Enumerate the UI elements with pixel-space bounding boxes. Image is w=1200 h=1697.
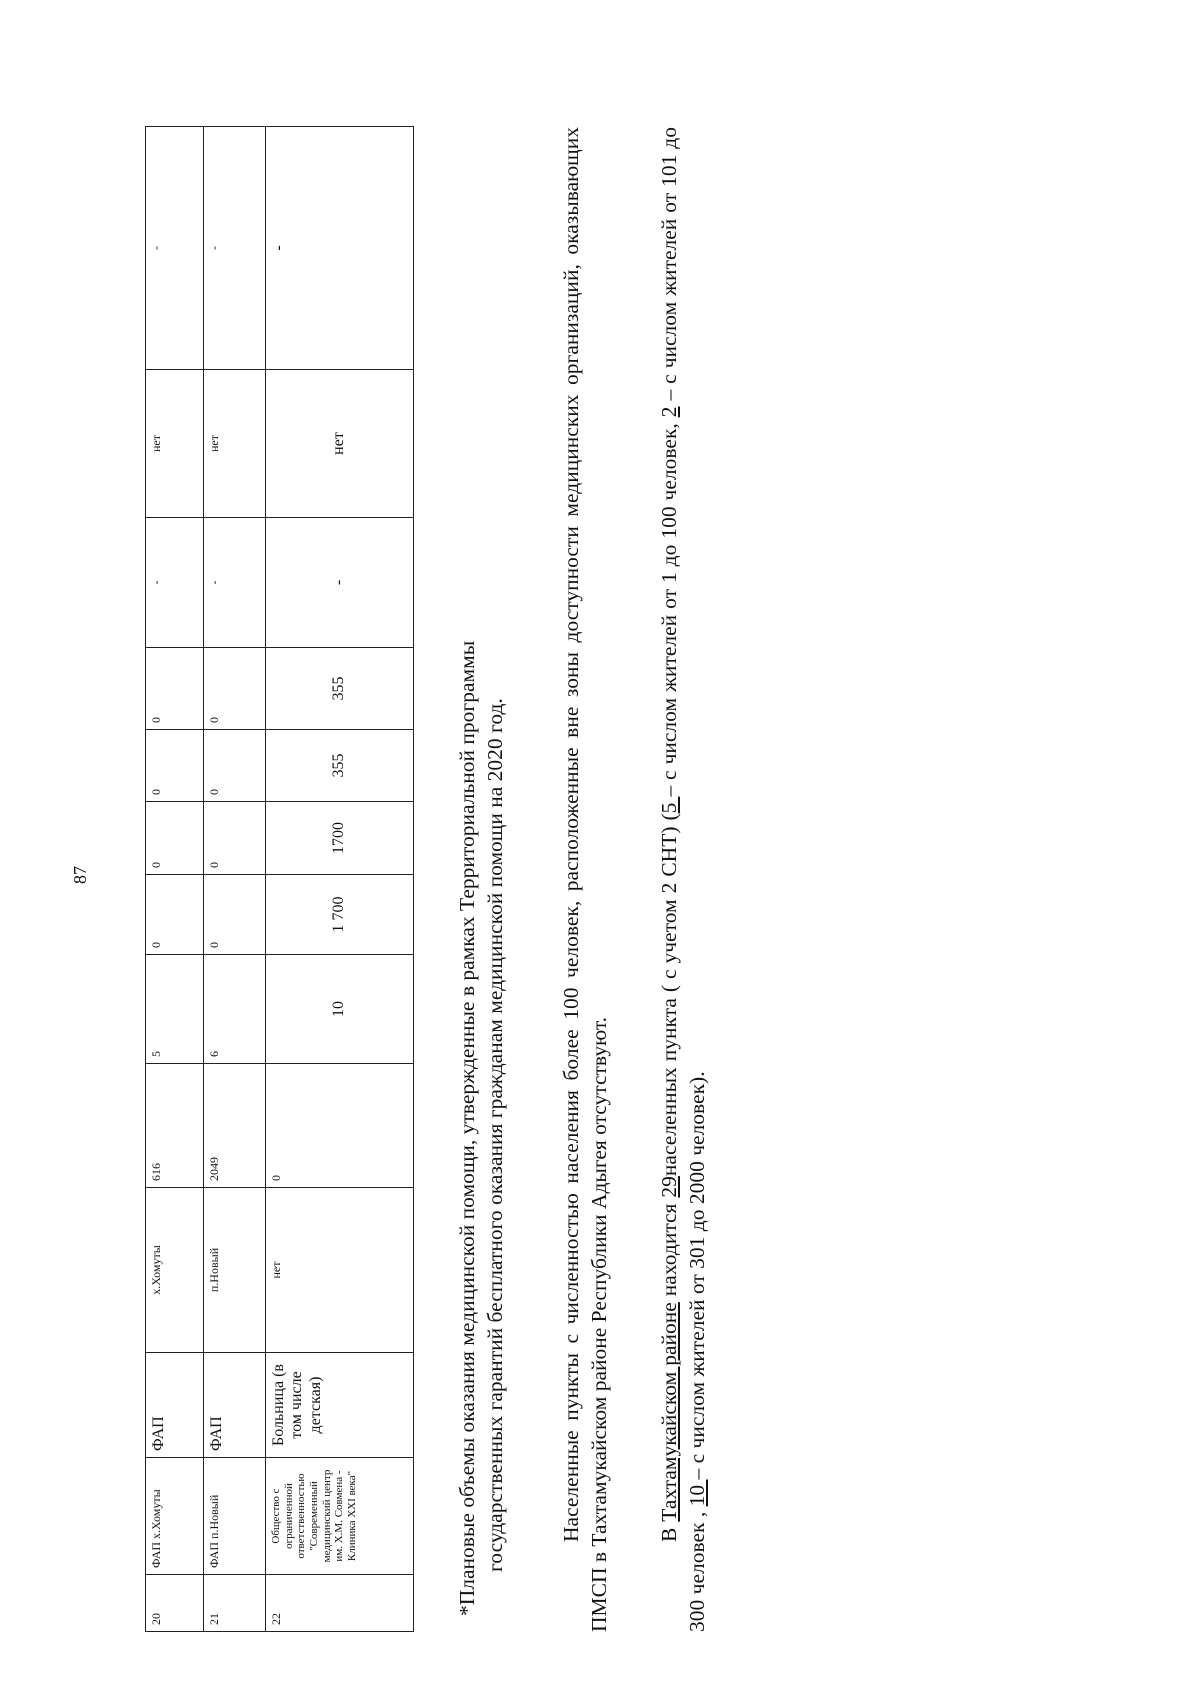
cell-c2: 6 xyxy=(204,955,266,1064)
footnote-line-1: *Плановые объемы оказания медицинской помощи, утвержденные в рамках Территориальной программы xyxy=(455,640,479,1616)
cell-c1: 616 xyxy=(146,1064,204,1188)
p2-text: находится xyxy=(656,1197,681,1303)
facilities-table xyxy=(145,126,414,1632)
district-name: Тахтамукайском районе xyxy=(656,1302,681,1522)
organization-name: ФАП х.Хомуты xyxy=(146,1458,204,1575)
settlements-mid: 2 xyxy=(656,406,681,418)
paragraph-accessibility: Населенные пункты с численностью населения более 100 человек, расположенные вне зоны доступности медицинских организаций, оказывающих ПМСП в Тахтамукайском районе Республики Адыгея отсутствуют. xyxy=(558,127,611,1632)
row-number: 21 xyxy=(204,1575,266,1632)
cell-c2: 5 xyxy=(146,955,204,1064)
location: х.Хомуты xyxy=(146,1188,204,1353)
facility-type: ФАП xyxy=(146,1353,204,1458)
cell-c6: 0 xyxy=(204,648,266,730)
paragraph-settlements xyxy=(656,127,712,1632)
p2-text: – с числом жителей от 101 до 300 человек , xyxy=(656,127,709,1632)
cell-c5: 355 xyxy=(266,730,414,802)
cell-c9: - xyxy=(204,127,266,370)
cell-c5: 0 xyxy=(204,730,266,802)
cell-c4: 0 xyxy=(204,802,266,875)
location: нет xyxy=(266,1188,414,1353)
rotated-content xyxy=(145,127,745,1632)
cell-c1: 2049 xyxy=(204,1064,266,1188)
cell-c3: 0 xyxy=(204,875,266,955)
cell-c5: 0 xyxy=(146,730,204,802)
settlements-large: 10 xyxy=(684,1479,709,1507)
cell-c4: 1700 xyxy=(266,802,414,875)
cell-c8: нет xyxy=(266,370,414,518)
row-number: 20 xyxy=(146,1575,204,1632)
cell-c7: - xyxy=(266,518,414,648)
table-row xyxy=(204,127,266,1632)
location: п.Новый xyxy=(204,1188,266,1353)
cell-c8: нет xyxy=(204,370,266,518)
organization-name: Общество с ограниченной ответственностью "Современный медицинский центр им. Х.М. Совмена - Клиника XXI века" xyxy=(266,1458,414,1575)
cell-c7: - xyxy=(146,518,204,648)
body-text xyxy=(454,127,712,1632)
organization-name: ФАП п.Новый xyxy=(204,1458,266,1575)
settlements-small: 5 xyxy=(656,796,681,814)
facility-type: Больница (в том числе детская) xyxy=(266,1353,414,1458)
cell-c3: 1 700 xyxy=(266,875,414,955)
cell-c1: 0 xyxy=(266,1064,414,1188)
p2-text: – с числом жителей от 301 до 2000 человек). xyxy=(684,1071,709,1480)
cell-c2: 10 xyxy=(266,955,414,1064)
cell-c8: нет xyxy=(146,370,204,518)
cell-c7: - xyxy=(204,518,266,648)
footnote xyxy=(454,127,510,1632)
table-row xyxy=(146,127,204,1632)
settlements-total: 29 xyxy=(656,1176,681,1198)
cell-c6: 0 xyxy=(146,648,204,730)
footnote-line-2: государственных гарантий бесплатного оказания гражданам медицинской помощи на 2020 год. xyxy=(482,698,507,1572)
cell-c3: 0 xyxy=(146,875,204,955)
cell-c6: 355 xyxy=(266,648,414,730)
facility-type: ФАП xyxy=(204,1353,266,1458)
cell-c9: - xyxy=(146,127,204,370)
p2-text: В xyxy=(656,1521,681,1542)
table-row xyxy=(266,127,414,1632)
p2-text: населенных пункта ( с учетом 2 СНТ) ( xyxy=(656,813,681,1177)
row-number: 22 xyxy=(266,1575,414,1632)
cell-c4: 0 xyxy=(146,802,204,875)
cell-c9: - xyxy=(266,127,414,370)
p2-text: – с числом жителей от 1 до 100 человек, xyxy=(656,417,681,797)
page-number: 87 xyxy=(70,866,90,884)
